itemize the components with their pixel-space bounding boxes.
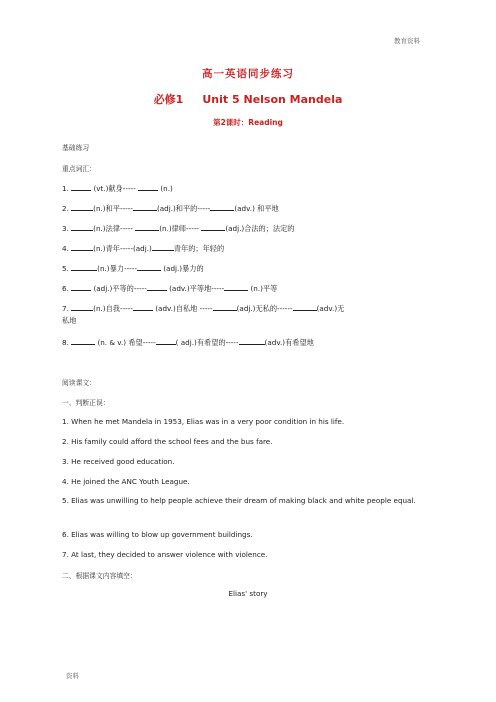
vocab-text: (n. & v.) 希望----- (95, 338, 156, 347)
vocab-text: (n.)自我----- (93, 304, 133, 313)
answer-blank[interactable] (152, 243, 174, 251)
story-title: Elias' story (228, 589, 268, 598)
vocab-text: (n.)法律----- (93, 224, 136, 233)
vocab-text: (adv.)有希望地 (264, 338, 314, 347)
vocab-num: 3. (62, 224, 72, 233)
vocab-text: ( adj.)有希望的----- (175, 338, 239, 347)
answer-blank[interactable] (71, 263, 97, 271)
tf-item-4: 4. He joined the ANC Youth League. (62, 477, 190, 486)
answer-blank[interactable] (147, 283, 167, 291)
answer-blank[interactable] (71, 203, 93, 211)
vocab-text: (adv.)无 (316, 304, 345, 313)
vocab-text: (adj.)暴力的 (160, 264, 204, 273)
answer-blank[interactable] (156, 337, 176, 345)
vocab-text: (adv.)自私地 ----- (152, 304, 213, 313)
answer-blank[interactable] (133, 203, 157, 211)
tf-item-5: 5. Elias was unwilling to help people achieve their dream of making black and white people equal. (62, 496, 416, 505)
answer-blank[interactable] (71, 337, 95, 345)
section-basic: 基础练习 (62, 144, 90, 152)
vocab-num: 2. (62, 204, 72, 213)
section-fill: 二、根据课文内容填空： (62, 572, 137, 580)
vocab-num: 6. (62, 284, 72, 293)
vocab-text: (adv.)平等地----- (166, 284, 225, 293)
tf-item-6: 6. Elias was willing to blow up government buildings. (62, 530, 253, 539)
vocab-text: (adj.)和平的----- (156, 204, 211, 213)
vocab-text: (adv.) 和平地 (234, 204, 279, 213)
answer-blank[interactable] (224, 283, 248, 291)
vocab-text: (n.)律师----- (159, 224, 202, 233)
answer-blank[interactable] (133, 303, 153, 311)
answer-blank[interactable] (71, 283, 91, 291)
answer-blank[interactable] (213, 303, 237, 311)
section-true-false: 一、判断正误： (62, 399, 110, 407)
vocab-text: (adj.)无私的------ (236, 304, 293, 313)
vocab-text: (vt.)献身----- (91, 184, 136, 193)
answer-blank[interactable] (71, 183, 91, 191)
answer-blank[interactable] (239, 337, 265, 345)
answer-blank[interactable] (293, 303, 317, 311)
answer-blank[interactable] (210, 203, 234, 211)
answer-blank[interactable] (135, 223, 159, 231)
vocab-item-7-cont: 私地 (62, 316, 77, 325)
vocab-num: 4. (62, 244, 72, 253)
vocab-text: (n.)平等 (248, 284, 278, 293)
vocab-item-5 (62, 263, 438, 274)
vocab-text: (adj.)平等的----- (91, 284, 147, 293)
vocab-text: (n.)暴力----- (97, 264, 137, 273)
vocab-item-3 (62, 223, 438, 234)
vocab-num: 8. (62, 338, 72, 347)
section-vocab: 重点词汇： (62, 165, 96, 173)
tf-item-2: 2. His family could afford the school fees and the bus fare. (62, 437, 273, 446)
tf-item-3: 3. He received good education. (62, 457, 175, 466)
vocab-item-2 (62, 203, 438, 214)
vocab-item-4 (62, 243, 438, 254)
vocab-num: 5. (62, 264, 72, 273)
vocab-num: 1. (62, 184, 72, 193)
vocab-text: 青年的；年轻的 (173, 244, 225, 253)
vocab-text: (n.)和平----- (93, 204, 133, 213)
vocab-item-8 (62, 337, 438, 348)
lesson-label: 第2课时：Reading (213, 118, 283, 127)
vocab-num: 7. (62, 304, 72, 313)
vocab-text: (adj.)合法的；法定的 (225, 224, 295, 233)
answer-blank[interactable] (71, 223, 93, 231)
vocab-item-1 (62, 183, 438, 194)
vocab-text: (n.)青年-----(adj.) (93, 244, 152, 253)
tf-item-1: 1. When he met Mandela in 1953, Elias was in a very poor condition in his life. (62, 417, 345, 426)
section-reading: 阅读课文： (62, 379, 96, 387)
page-subtitle: 必修1 Unit 5 Nelson Mandela (153, 93, 343, 106)
answer-blank[interactable] (71, 243, 93, 251)
vocab-text: (n.) (158, 184, 173, 193)
header-label: 教育资料 (394, 37, 420, 45)
vocab-item-7 (62, 303, 438, 314)
page-title: 高一英语同步练习 (202, 68, 294, 80)
answer-blank[interactable] (201, 223, 225, 231)
tf-item-7: 7. At last, they decided to answer violence with violence. (62, 550, 268, 559)
footer-label: 资料 (66, 672, 79, 680)
answer-blank[interactable] (71, 303, 93, 311)
vocab-item-6 (62, 283, 438, 294)
answer-blank[interactable] (137, 263, 161, 271)
answer-blank[interactable] (138, 183, 158, 191)
